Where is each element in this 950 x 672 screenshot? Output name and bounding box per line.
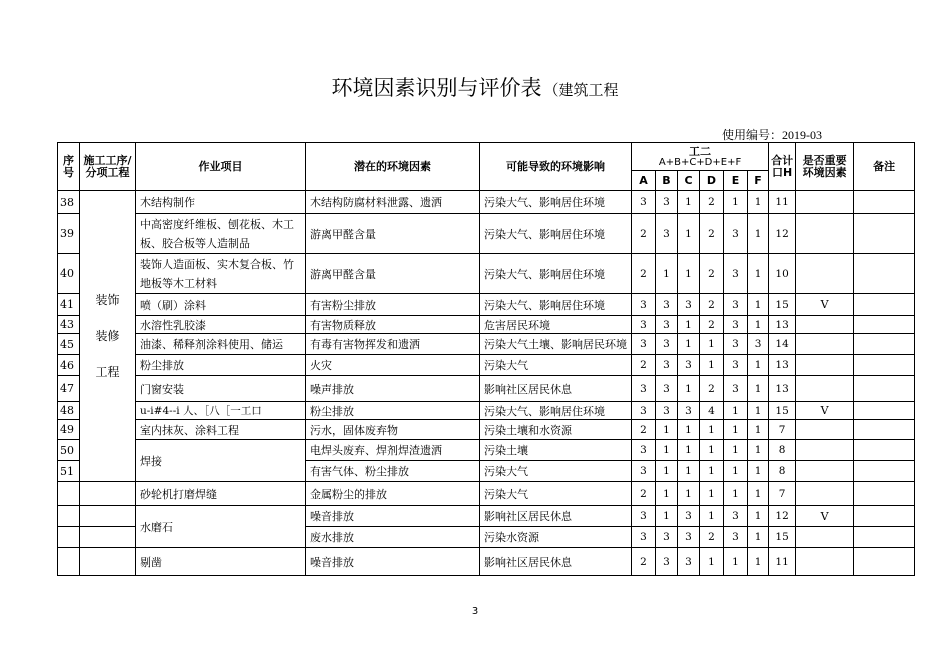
cell-significant: V <box>796 294 854 316</box>
cell-significant <box>796 214 854 254</box>
cell-total: 8 <box>769 440 796 461</box>
cell-seq <box>58 527 80 548</box>
cell-remark <box>854 482 915 506</box>
cell-activity: 室内抹灰、涂料工程 <box>136 420 306 440</box>
cell-total: 12 <box>769 214 796 254</box>
cell-d: 2 <box>700 316 724 334</box>
cell-seq: 39 <box>58 214 80 254</box>
table-row <box>58 191 915 214</box>
cell-f: 1 <box>748 440 769 461</box>
cell-a: 3 <box>632 440 656 461</box>
cell-factor: 有害粉尘排放 <box>306 294 480 316</box>
cell-b: 1 <box>656 482 678 506</box>
cell-f: 1 <box>748 402 769 420</box>
header-stage: 施工工序/分项工程 <box>80 143 136 191</box>
cell-impact: 污染土壤 <box>480 440 632 461</box>
table-row <box>58 214 915 254</box>
cell-f: 1 <box>748 506 769 527</box>
cell-total: 12 <box>769 506 796 527</box>
cell-total: 7 <box>769 420 796 440</box>
cell-significant <box>796 191 854 214</box>
cell-c: 1 <box>678 334 700 355</box>
cell-c: 1 <box>678 254 700 294</box>
cell-a: 2 <box>632 355 656 376</box>
cell-activity: u-i#4--i 人、［八［一工口 <box>136 402 306 420</box>
cell-a: 3 <box>632 461 656 482</box>
cell-significant <box>796 420 854 440</box>
cell-e: 3 <box>724 506 748 527</box>
cell-f: 1 <box>748 316 769 334</box>
cell-total: 11 <box>769 548 796 576</box>
cell-f: 1 <box>748 214 769 254</box>
header-total: 合计口H <box>769 143 796 191</box>
cell-d: 1 <box>700 420 724 440</box>
stage-line: 工程 <box>95 365 120 379</box>
cell-impact: 污染大气、影响居住环境 <box>480 294 632 316</box>
cell-total: 13 <box>769 376 796 402</box>
cell-a: 2 <box>632 482 656 506</box>
cell-f: 1 <box>748 482 769 506</box>
cell-d: 2 <box>700 527 724 548</box>
cell-stage-empty <box>80 506 136 527</box>
cell-c: 3 <box>678 548 700 576</box>
cell-remark <box>854 191 915 214</box>
cell-e: 1 <box>724 482 748 506</box>
cell-f: 1 <box>748 191 769 214</box>
cell-impact: 污染大气、影响居住环境 <box>480 402 632 420</box>
cell-factor: 游离甲醛含量 <box>306 214 480 254</box>
cell-factor: 有毒有害物挥发和遗洒 <box>306 334 480 355</box>
cell-activity: 油漆、稀释剂涂料使用、储运 <box>136 334 306 355</box>
cell-f: 1 <box>748 527 769 548</box>
cell-total: 15 <box>769 402 796 420</box>
cell-total: 14 <box>769 334 796 355</box>
header-a: A <box>632 171 656 191</box>
cell-total: 15 <box>769 527 796 548</box>
cell-factor: 游离甲醛含量 <box>306 254 480 294</box>
cell-impact: 污染大气、影响居住环境 <box>480 254 632 294</box>
cell-significant <box>796 527 854 548</box>
cell-total: 8 <box>769 461 796 482</box>
cell-f: 1 <box>748 461 769 482</box>
cell-f: 1 <box>748 294 769 316</box>
cell-remark <box>854 376 915 402</box>
cell-a: 3 <box>632 316 656 334</box>
cell-seq: 49 <box>58 420 80 440</box>
header-impact: 可能导致的环境影响 <box>480 143 632 191</box>
cell-factor: 噪音排放 <box>306 548 480 576</box>
cell-f: 1 <box>748 548 769 576</box>
cell-activity: 喷（刷）涂料 <box>136 294 306 316</box>
table-row <box>58 254 915 294</box>
cell-significant <box>796 461 854 482</box>
cell-a: 3 <box>632 191 656 214</box>
cell-activity: 装饰人造面板、实木复合板、竹地板等木工材料 <box>136 254 306 294</box>
cell-d: 1 <box>700 334 724 355</box>
cell-e: 3 <box>724 376 748 402</box>
table-row <box>58 376 915 402</box>
cell-remark <box>854 527 915 548</box>
cell-impact: 影响社区居民休息 <box>480 376 632 402</box>
cell-e: 1 <box>724 191 748 214</box>
cell-b: 3 <box>656 548 678 576</box>
cell-e: 3 <box>724 334 748 355</box>
cell-e: 1 <box>724 461 748 482</box>
cell-c: 3 <box>678 355 700 376</box>
cell-e: 3 <box>724 294 748 316</box>
cell-impact: 污染大气 <box>480 461 632 482</box>
cell-a: 3 <box>632 334 656 355</box>
cell-factor: 电焊头废弃、焊剂焊渣遗洒 <box>306 440 480 461</box>
cell-significant <box>796 254 854 294</box>
cell-seq: 40 <box>58 254 80 294</box>
cell-b: 1 <box>656 420 678 440</box>
cell-f: 1 <box>748 376 769 402</box>
cell-seq: 51 <box>58 461 80 482</box>
cell-factor: 粉尘排放 <box>306 402 480 420</box>
cell-a: 2 <box>632 254 656 294</box>
cell-total: 15 <box>769 294 796 316</box>
header-f: F <box>748 171 769 191</box>
cell-b: 1 <box>656 461 678 482</box>
cell-remark <box>854 334 915 355</box>
cell-activity: 粉尘排放 <box>136 355 306 376</box>
document-code: 使用编号：2019-03 <box>722 128 822 142</box>
page-number: 3 <box>471 606 479 617</box>
header-activity: 作业项目 <box>136 143 306 191</box>
cell-b: 1 <box>656 440 678 461</box>
title-suffix: （建筑工程 <box>543 81 619 99</box>
table-row <box>58 402 915 420</box>
cell-seq <box>58 482 80 506</box>
cell-d: 1 <box>700 440 724 461</box>
cell-factor: 有害气体、粉尘排放 <box>306 461 480 482</box>
stage-line: 装饰 <box>95 293 120 307</box>
cell-d: 2 <box>700 191 724 214</box>
table-row <box>58 482 915 506</box>
cell-remark <box>854 440 915 461</box>
cell-significant <box>796 376 854 402</box>
cell-b: 3 <box>656 191 678 214</box>
cell-activity: 中高密度纤维板、刨花板、木工板、胶合板等人造制品 <box>136 214 306 254</box>
cell-seq: 50 <box>58 440 80 461</box>
cell-remark <box>854 548 915 576</box>
cell-factor: 有害物质释放 <box>306 316 480 334</box>
header-score-formula: A+B+C+D+E+F <box>658 156 742 168</box>
cell-a: 2 <box>632 420 656 440</box>
cell-d: 1 <box>700 548 724 576</box>
cell-activity: 门窗安装 <box>136 376 306 402</box>
cell-c: 3 <box>678 506 700 527</box>
header-seq: 序号 <box>58 143 80 191</box>
cell-e: 3 <box>724 214 748 254</box>
header-e: E <box>724 171 748 191</box>
cell-factor: 噪音排放 <box>306 506 480 527</box>
cell-e: 1 <box>724 440 748 461</box>
cell-c: 3 <box>678 527 700 548</box>
cell-remark <box>854 402 915 420</box>
cell-impact: 影响社区居民休息 <box>480 506 632 527</box>
cell-c: 1 <box>678 214 700 254</box>
cell-significant: V <box>796 506 854 527</box>
cell-d: 2 <box>700 376 724 402</box>
cell-activity: 砂轮机打磨焊缝 <box>136 482 306 506</box>
cell-f: 1 <box>748 420 769 440</box>
cell-c: 1 <box>678 461 700 482</box>
header-c: C <box>678 171 700 191</box>
cell-b: 1 <box>656 254 678 294</box>
cell-b: 3 <box>656 294 678 316</box>
stage-group-cell <box>80 191 136 482</box>
cell-c: 3 <box>678 294 700 316</box>
header-score-title: 工二 <box>689 144 712 158</box>
cell-significant <box>796 355 854 376</box>
cell-seq: 38 <box>58 191 80 214</box>
cell-e: 1 <box>724 548 748 576</box>
cell-seq: 45 <box>58 334 80 355</box>
cell-remark <box>854 316 915 334</box>
cell-d: 1 <box>700 506 724 527</box>
cell-e: 3 <box>724 316 748 334</box>
cell-a: 3 <box>632 506 656 527</box>
cell-impact: 污染大气、影响居住环境 <box>480 191 632 214</box>
cell-f: 1 <box>748 355 769 376</box>
cell-significant: V <box>796 402 854 420</box>
cell-d: 2 <box>700 294 724 316</box>
cell-total: 11 <box>769 191 796 214</box>
cell-factor: 金属粉尘的排放 <box>306 482 480 506</box>
cell-a: 3 <box>632 527 656 548</box>
cell-impact: 污染土壤和水资源 <box>480 420 632 440</box>
cell-c: 1 <box>678 440 700 461</box>
header-remark: 备注 <box>854 143 915 191</box>
cell-seq: 43 <box>58 316 80 334</box>
cell-remark <box>854 506 915 527</box>
cell-factor: 火灾 <box>306 355 480 376</box>
table-row <box>58 334 915 355</box>
cell-significant <box>796 334 854 355</box>
cell-d: 1 <box>700 482 724 506</box>
cell-impact: 污染大气土壤、影响居民环境 <box>480 334 632 355</box>
cell-remark <box>854 214 915 254</box>
header-factor: 潜在的环境因素 <box>306 143 480 191</box>
cell-e: 3 <box>724 527 748 548</box>
header-b: B <box>656 171 678 191</box>
header-score-group <box>632 143 769 171</box>
cell-stage-empty <box>80 527 136 548</box>
table-row <box>58 548 915 576</box>
cell-b: 3 <box>656 402 678 420</box>
cell-significant <box>796 548 854 576</box>
document-title <box>0 72 950 102</box>
header-significant: 是否重要环境因素 <box>796 143 854 191</box>
cell-total: 10 <box>769 254 796 294</box>
cell-remark <box>854 355 915 376</box>
cell-f: 3 <box>748 334 769 355</box>
cell-impact: 危害居民环境 <box>480 316 632 334</box>
cell-c: 3 <box>678 402 700 420</box>
cell-d: 1 <box>700 355 724 376</box>
cell-factor: 废水排放 <box>306 527 480 548</box>
cell-total: 13 <box>769 355 796 376</box>
cell-stage-empty <box>80 482 136 506</box>
cell-impact: 污染大气、影响居住环境 <box>480 214 632 254</box>
cell-e: 3 <box>724 355 748 376</box>
evaluation-table <box>57 142 915 576</box>
cell-d: 4 <box>700 402 724 420</box>
cell-remark <box>854 420 915 440</box>
cell-c: 1 <box>678 316 700 334</box>
cell-a: 3 <box>632 402 656 420</box>
cell-activity: 剔凿 <box>136 548 306 576</box>
cell-c: 1 <box>678 191 700 214</box>
cell-b: 3 <box>656 355 678 376</box>
cell-c: 1 <box>678 420 700 440</box>
cell-e: 3 <box>724 254 748 294</box>
stage-line: 装修 <box>95 329 120 343</box>
cell-remark <box>854 254 915 294</box>
cell-impact: 污染水资源 <box>480 527 632 548</box>
cell-remark <box>854 294 915 316</box>
cell-c: 1 <box>678 482 700 506</box>
cell-significant <box>796 440 854 461</box>
cell-seq <box>58 548 80 576</box>
cell-b: 3 <box>656 334 678 355</box>
cell-impact: 污染大气 <box>480 482 632 506</box>
cell-c: 1 <box>678 376 700 402</box>
table-row <box>58 294 915 316</box>
cell-f: 1 <box>748 254 769 294</box>
table-row <box>58 420 915 440</box>
cell-remark <box>854 461 915 482</box>
cell-a: 2 <box>632 548 656 576</box>
cell-d: 1 <box>700 461 724 482</box>
table-row <box>58 316 915 334</box>
cell-b: 3 <box>656 214 678 254</box>
cell-activity: 木结构制作 <box>136 191 306 214</box>
cell-e: 1 <box>724 402 748 420</box>
cell-significant <box>796 316 854 334</box>
cell-d: 2 <box>700 254 724 294</box>
cell-impact: 污染大气 <box>480 355 632 376</box>
cell-significant <box>796 482 854 506</box>
cell-a: 3 <box>632 376 656 402</box>
cell-activity: 水磨石 <box>136 506 306 548</box>
cell-seq: 46 <box>58 355 80 376</box>
cell-a: 2 <box>632 214 656 254</box>
title-main: 环境因素识别与评价表 <box>331 76 542 100</box>
cell-factor: 污水，固体废弃物 <box>306 420 480 440</box>
cell-impact: 影响社区居民休息 <box>480 548 632 576</box>
cell-seq: 48 <box>58 402 80 420</box>
cell-activity: 水溶性乳胶漆 <box>136 316 306 334</box>
cell-a: 3 <box>632 294 656 316</box>
cell-e: 1 <box>724 420 748 440</box>
header-d: D <box>700 171 724 191</box>
cell-b: 3 <box>656 316 678 334</box>
cell-stage-empty <box>80 548 136 576</box>
cell-b: 1 <box>656 506 678 527</box>
cell-seq: 47 <box>58 376 80 402</box>
cell-seq <box>58 506 80 527</box>
table-row <box>58 506 915 527</box>
cell-factor: 木结构防腐材料泄露、遗洒 <box>306 191 480 214</box>
cell-total: 7 <box>769 482 796 506</box>
cell-d: 2 <box>700 214 724 254</box>
table-row <box>58 355 915 376</box>
cell-seq: 41 <box>58 294 80 316</box>
cell-total: 13 <box>769 316 796 334</box>
table-row <box>58 440 915 461</box>
cell-factor: 噪声排放 <box>306 376 480 402</box>
cell-activity: 焊接 <box>136 440 306 482</box>
cell-b: 3 <box>656 376 678 402</box>
cell-b: 3 <box>656 527 678 548</box>
